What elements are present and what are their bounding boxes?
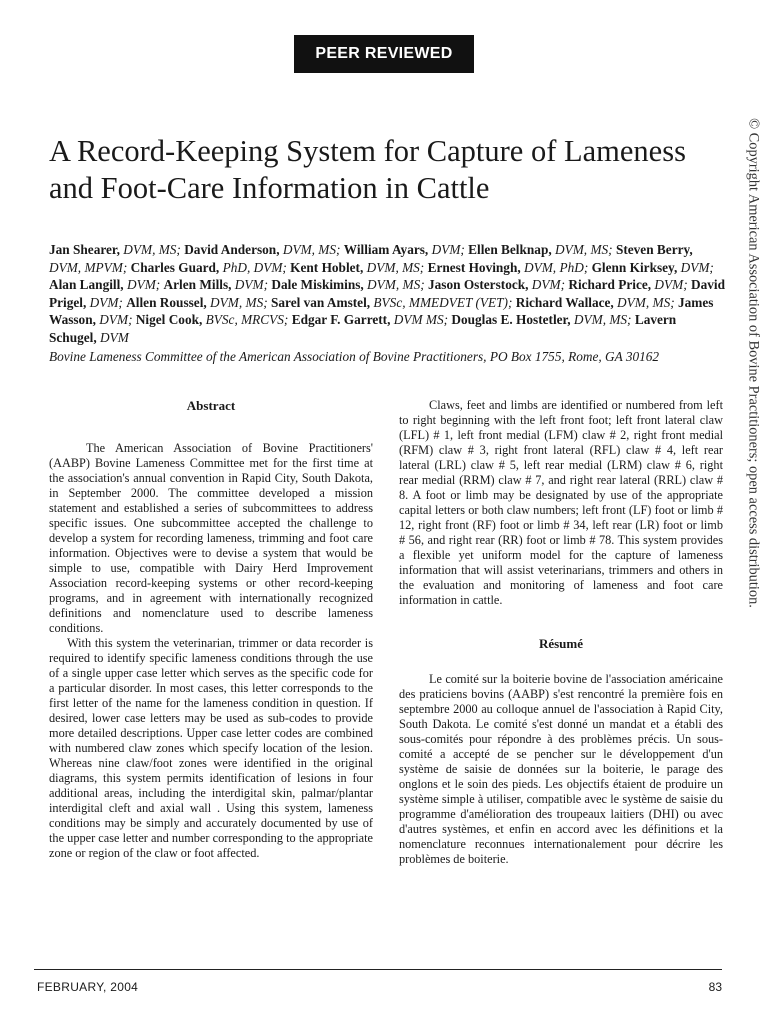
author-name: Edgar F. Garrett, <box>291 312 391 327</box>
resume-paragraph: Le comité sur la boiterie bovine de l'association américaine des praticiens bovins (AABP) s'est rencontré la première fois en septembre 2000 au colloque annuel de l'association à Rapid City, South Dakota. Le comité s'est donné un mandat et a établi des sous-comités pour répondre à des problèmes précis. Un sous-comité a accepté de se pencher sur le développement d'un système de saisie de données sur la boiterie, le parage des onglons et le soin des pieds. Les objectifs étaient de produire un système simple à utiliser, compatible avec le système de saisie du programme d'amélioration des troupeaux laitiers (DHI) ou avec d'autres systèmes, et enfin en accord avec les définitions et la nomenclature reconnues internationalement pour décrire les problèmes de boiterie. <box>399 672 723 866</box>
author-credentials: DVM, MS; <box>363 259 425 275</box>
author-credentials: DVM, MS; <box>363 277 425 292</box>
resume-heading: Résumé <box>538 636 584 651</box>
author-name: Douglas E. Hostetler, <box>451 312 571 327</box>
author-name: Allen Roussel, <box>126 294 207 310</box>
right-column <box>399 398 723 867</box>
author-name: Jason Osterstock, <box>428 277 529 292</box>
author-name: David Anderson, <box>184 242 280 257</box>
abstract-paragraph: With this system the veterinarian, trimmer or data recorder is required to identify specific lameness conditions through the use of a single upper case letter which serves as the specific code for a particular disorder. In most cases, this letter corresponds to the first letter of the name for the lameness condition in question. If desired, lower case letters may be used as sub-codes to provide more detailed descriptions. Upper case letter codes are combined with numbered claw zones which specify location of the lesion. Whereas nine claw/foot zones were identified in the original diagrams, this system permits identification of lesions in four additional areas, including the interdigital skin, palmar/plantar interdigital cleft and axial wall . Using this system, lameness conditions may be simply and accurately documented by use of the upper case letter and number corresponding to the appropriate zone or region of the claw or foot affected. <box>49 636 373 860</box>
author-credentials: DVM; <box>651 277 688 292</box>
author-credentials: DVM, MS; <box>613 294 675 310</box>
author-credentials: DVM, MS; <box>119 242 181 257</box>
author-name: Sarel van Amstel, <box>270 294 371 310</box>
abstract-paragraph: The American Association of Bovine Practitioners' (AABP) Bovine Lameness Committee met for the first time at the association's annual convention in Rapid City, South Dakota, in September 2000. The committee developed a mission statement and established a series of subcommittees to address specific issues. One subcommittee accepted the challenge to develop a system for recording lameness, trimming and foot care information. Objectives were to devise a system that would be simple to use, compatible with Dairy Herd Improvement Association record-keeping systems or other record-keeping programs, and in agreement with internationally recognized definitions and nomenclature used to describe lameness conditions. <box>49 441 373 635</box>
author-name: Ernest Hovingh, <box>427 259 521 275</box>
author-name: Ellen Belknap, <box>468 242 552 257</box>
peer-reviewed-badge: PEER REVIEWED <box>294 35 474 73</box>
copyright-text: © Copyright American Association of Bovine Practitioners; open access distribution. <box>745 117 762 608</box>
author-credentials: DVM, MS; <box>570 312 632 327</box>
copyright-side-notice <box>738 90 768 635</box>
author-name: Glenn Kirksey, <box>591 259 678 275</box>
author-name: Richard Wallace, <box>515 294 614 310</box>
author-name: Alan Langill, <box>49 277 124 292</box>
author-credentials: DVM; <box>677 259 714 275</box>
author-credentials: DVM; <box>86 294 123 310</box>
author-name: Steven Berry, <box>615 242 693 257</box>
author-name: Dale Miskimins, <box>271 277 364 292</box>
author-credentials: BVSc, MRCVS; <box>202 312 289 327</box>
author-credentials: PhD, DVM; <box>219 259 287 275</box>
article-title: A Record-Keeping System for Capture of Lameness and Foot-Care Information in Cattle <box>49 134 686 205</box>
author-credentials: DVM, MS; <box>206 294 268 310</box>
affiliation: Bovine Lameness Committee of the American Association of Bovine Practitioners, PO Box 1755, Rome, GA 30162 <box>49 349 660 364</box>
author-credentials: DVM MS; <box>390 312 449 327</box>
author-list <box>49 241 725 346</box>
author-name: James Wasson, <box>49 294 714 327</box>
author-name: Kent Hoblet, <box>290 259 364 275</box>
abstract-paragraph: Claws, feet and limbs are identified or numbered from left to right beginning with the left front foot; left front lateral claw (LFL) # 1, left front medial (LFM) claw # 2, right front medial (RFM) claw # 3, right front lateral (RFL) claw # 4, left rear lateral (LRL) claw # 5, left rear medial (LRM) claw # 6, right rear medial (RRM) claw # 7, and right rear lateral (RRL) claw # 8. A foot or limb may be designated by use of the appropriate capital letters or both claw numbers; left front (LF) foot or limb # 12, right front (RF) foot or limb # 34, left rear (LR) foot or limb # 56, and right rear (RR) foot or limb # 78. This system provides a flexible yet uniform model for the capture of lameness information that will assist veterinarians, trimmers and others in the evaluation and monitoring of lameness and foot care information in cattle. <box>399 398 723 607</box>
author-name: Jan Shearer, <box>49 242 120 257</box>
author-credentials: DVM <box>96 329 129 345</box>
author-credentials: BVSc, MMEDVET (VET); <box>370 294 513 310</box>
author-credentials: DVM; <box>95 312 133 327</box>
page-number: 83 <box>708 980 722 994</box>
author-name: Richard Price, <box>568 277 652 292</box>
author-credentials: DVM, MS; <box>551 242 613 257</box>
footer-rule <box>34 969 722 970</box>
footer-date: FEBRUARY, 2004 <box>37 980 139 994</box>
author-name: Arlen Mills, <box>163 277 232 292</box>
author-name: William Ayars, <box>343 242 429 257</box>
author-name: Lavern Schugel, <box>49 312 677 345</box>
abstract-column <box>49 398 373 861</box>
author-credentials: DVM, PhD; <box>520 259 589 275</box>
author-credentials: DVM, MPVM; <box>49 259 128 275</box>
author-name: Nigel Cook, <box>135 312 203 327</box>
author-credentials: DVM; <box>428 242 465 257</box>
author-name: Charles Guard, <box>130 259 220 275</box>
author-credentials: DVM; <box>123 277 161 292</box>
author-credentials: DVM; <box>528 277 566 292</box>
abstract-heading: Abstract <box>186 398 236 413</box>
author-name: David Prigel, <box>49 277 725 310</box>
author-credentials: DVM; <box>231 277 269 292</box>
author-credentials: DVM, MS; <box>279 242 341 257</box>
